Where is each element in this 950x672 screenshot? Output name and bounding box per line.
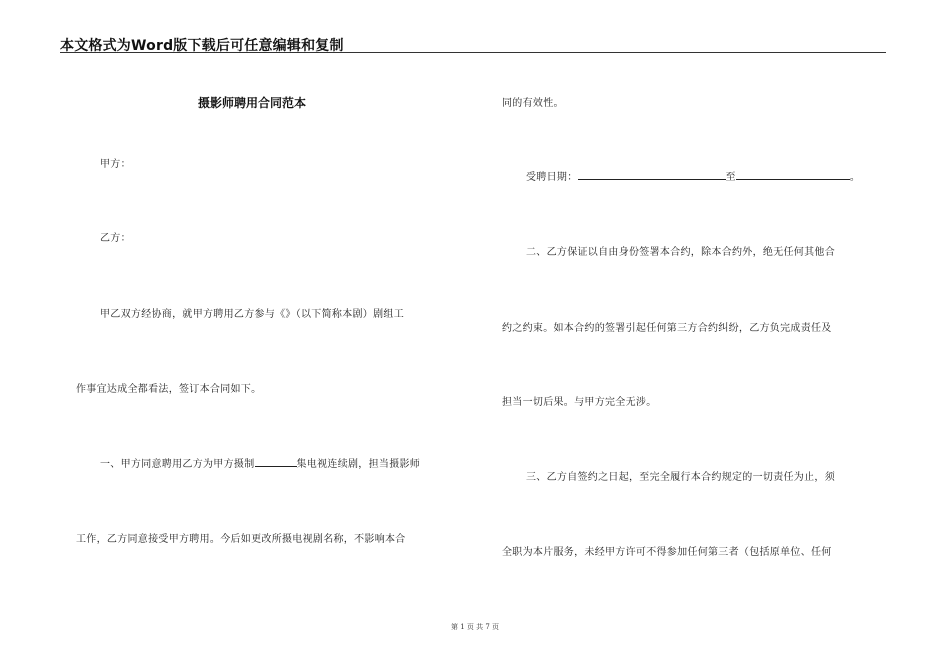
party-a-label: 甲方：: [100, 159, 131, 170]
clause-1-prefix: 一、甲方同意聘用乙方为甲方摄制: [100, 459, 255, 470]
clause-2-line-2: 约之约束。如本合约的签署引起任何第三方合约纠纷，乙方负完成责任及: [502, 323, 832, 334]
term-label: 受聘日期：: [526, 172, 578, 183]
term-start-blank: [578, 169, 726, 180]
clause-3-line-2: 全职为本片服务，未经甲方许可不得参加任何第三者（包括原单位、任何: [502, 547, 832, 558]
term-end-blank: [736, 169, 850, 180]
term-end-punct: 。: [849, 172, 861, 183]
term-to-label: 至: [725, 172, 736, 183]
term-line: [526, 168, 860, 183]
clause-2-line-1: 二、乙方保证以自由身份签署本合约，除本合约外，绝无任何其他合: [526, 247, 835, 258]
clause-1-line-2: 工作，乙方同意接受甲方聘用。今后如更改所摄电视剧名称，不影响本合: [76, 534, 406, 545]
episodes-blank: [255, 456, 297, 467]
document-banner: 本文格式为Word版下载后可任意编辑和复制: [60, 38, 344, 54]
clause-2-line-3: 担当一切后果。与甲方完全无涉。: [502, 397, 657, 408]
intro-line-1: 甲乙双方经协商，就甲方聘用乙方参与《》（以下简称本剧）剧组工: [100, 309, 404, 320]
document-title: 摄影师聘用合同范本: [198, 96, 307, 110]
validity-line: 同的有效性。: [502, 98, 564, 109]
clause-1-line-1: [100, 455, 420, 470]
clause-1-suffix: 集电视连续剧，担当摄影师: [296, 459, 421, 470]
intro-line-2: 作事宜达成全都看法，签订本合同如下。: [76, 384, 262, 395]
page-indicator: 第 1 页 共 7 页: [450, 623, 500, 631]
party-b-label: 乙方：: [100, 233, 131, 244]
header-divider: [60, 52, 886, 53]
clause-3-line-1: 三、乙方自签约之日起，至完全履行本合约规定的一切责任为止，须: [526, 472, 835, 483]
